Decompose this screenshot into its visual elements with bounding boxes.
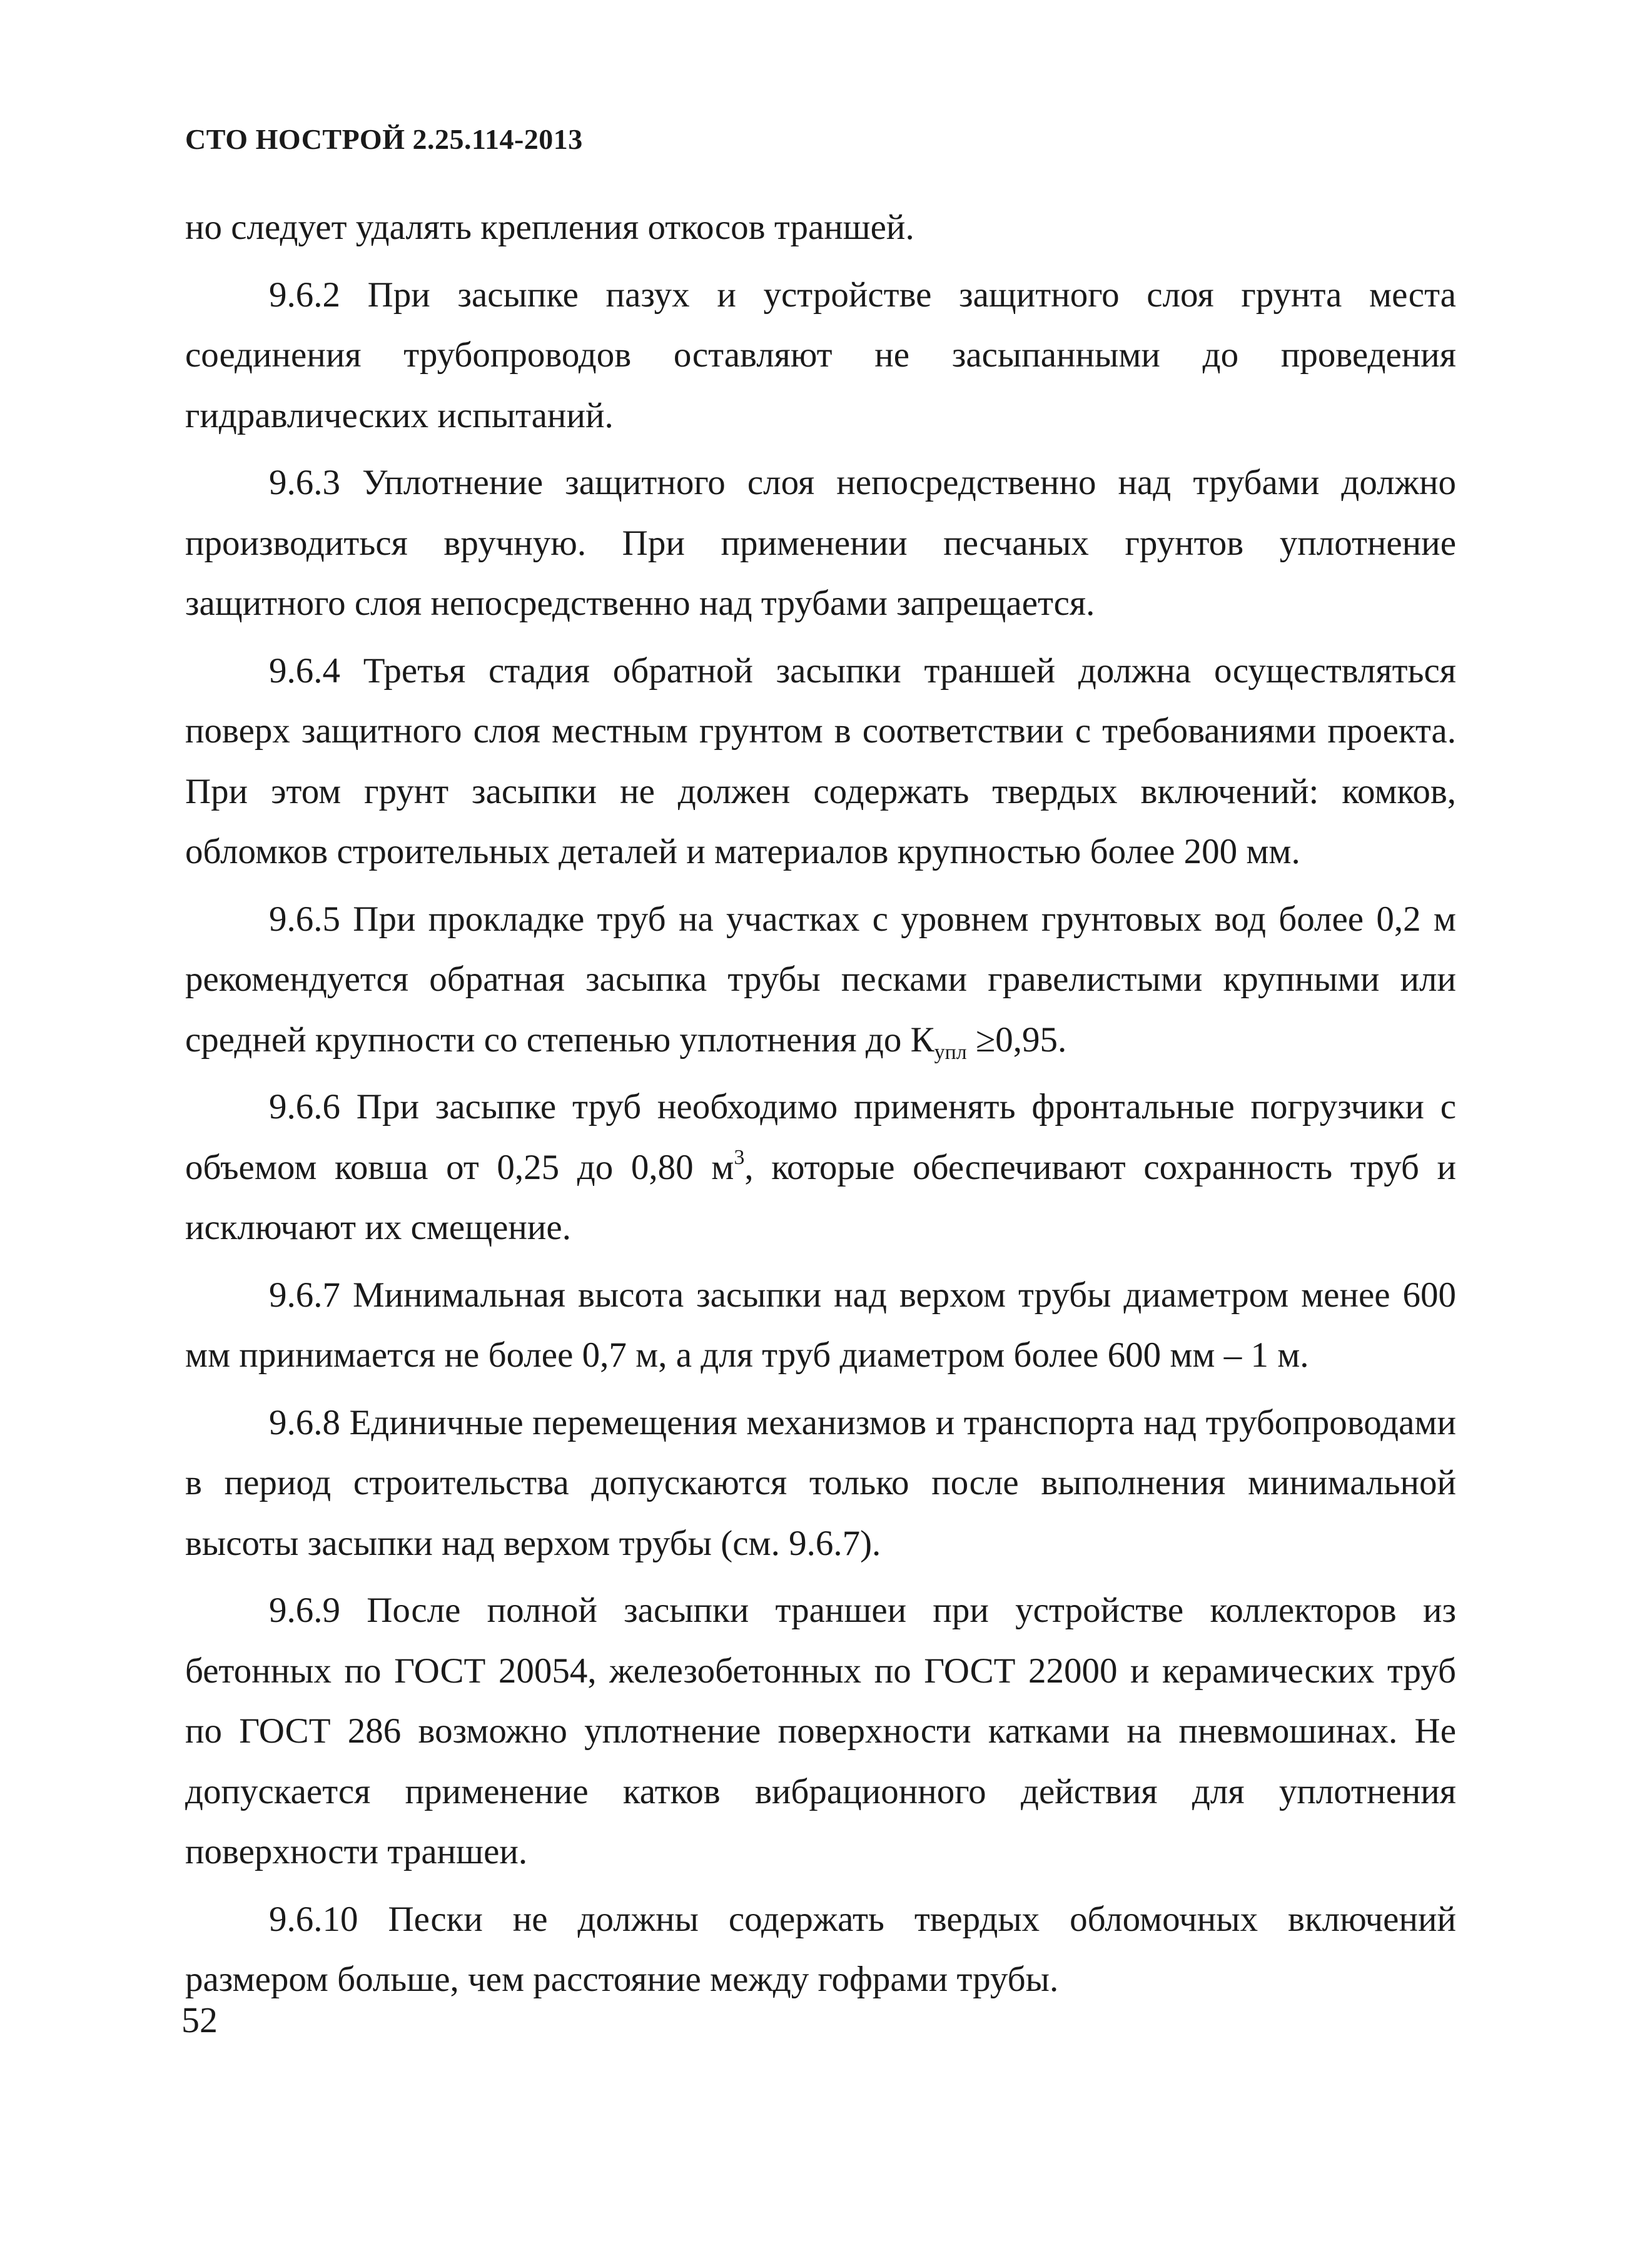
paragraph-9-6-5-tail: ≥0,95. — [966, 1020, 1067, 1060]
paragraph-9-6-4: 9.6.4 Третья стадия обратной засыпки траншей должна осуществляться поверх защитного слоя местным грунтом в соответствии с требованиями проекта. При этом грунт засыпки не должен содержать твердых включений: комков, обломков строительных деталей и материалов крупностью более 200 мм. — [185, 651, 1456, 871]
paragraph-9-6-6-text: 9.6.6 При засыпке труб необходимо применять фронтальные погрузчики с объемом ковша от 0,25 до 0,80 м — [185, 1087, 1456, 1187]
paragraph-9-6-2: 9.6.2 При засыпке пазух и устройстве защитного слоя грунта места соединения трубопроводов оставляют не засыпанными до проведения гидравлических испытаний. — [185, 275, 1456, 435]
paragraph-9-6-5 — [185, 889, 1456, 1071]
paragraph-9-6-6-tail: , которые обеспечивают сохранность труб и исключают их смещение. — [185, 1147, 1456, 1247]
paragraph-9-6-5-text: 9.6.5 При прокладке труб на участках с уровнем грунтовых вод более 0,2 м рекомендуется обратная засыпка трубы песками гравелистыми крупными или средней крупности со степенью уплотнения до К — [185, 899, 1456, 1060]
page-number: 52 — [181, 2000, 218, 2040]
paragraph-continuation: но следует удалять крепления откосов траншей. — [185, 208, 914, 247]
paragraph-9-6-9: 9.6.9 После полной засыпки траншеи при устройстве коллекторов из бетонных по ГОСТ 20054, железобетонных по ГОСТ 22000 и керамических труб по ГОСТ 286 возможно уплотнение поверхности катками на пневмошинах. Не допускается применение катков вибрационного действия для уплотнения поверхности траншеи. — [185, 1591, 1456, 1871]
document-body — [185, 198, 1456, 2010]
document-header: СТО НОСТРОЙ 2.25.114-2013 — [185, 123, 583, 155]
compaction-subscript: упл — [934, 1040, 967, 1064]
paragraph-9-6-8: 9.6.8 Единичные перемещения механизмов и транспорта над трубопроводами в период строительства допускаются только после выполнения минимальной высоты засыпки над верхом трубы (см. 9.6.7). — [185, 1402, 1456, 1563]
paragraph-9-6-6 — [185, 1077, 1456, 1258]
paragraph-9-6-10: 9.6.10 Пески не должны содержать твердых обломочных включений размером больше, чем расстояние между гофрами трубы. — [185, 1899, 1456, 1999]
paragraph-9-6-7: 9.6.7 Минимальная высота засыпки над верхом трубы диаметром менее 600 мм принимается не более 0,7 м, а для труб диаметром более 600 мм – 1 м. — [185, 1275, 1456, 1375]
cubic-superscript: 3 — [734, 1145, 745, 1169]
paragraph-9-6-3: 9.6.3 Уплотнение защитного слоя непосредственно над трубами должно производиться вручную. При применении песчаных грунтов уплотнение защитного слоя непосредственно над трубами запрещается. — [185, 463, 1456, 623]
